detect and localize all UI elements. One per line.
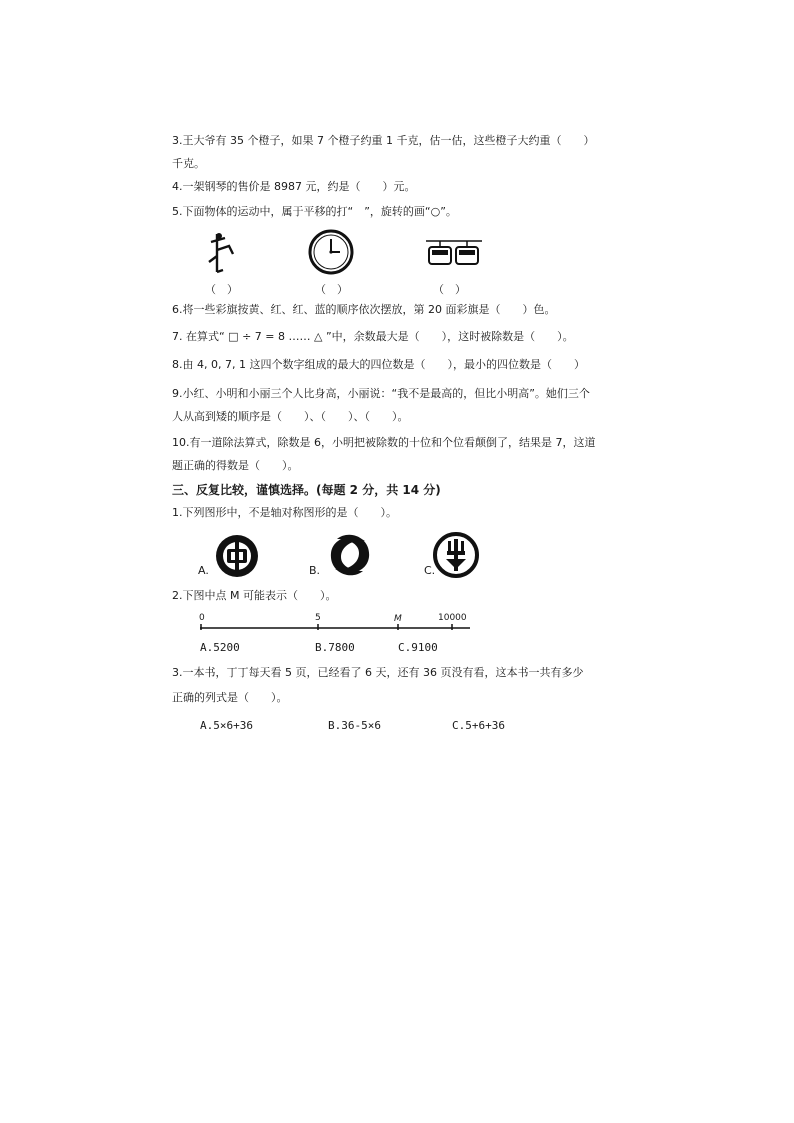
q4-text: 4.一架钢琴的售价是 8987 元，约是（ ）元。 xyxy=(172,180,416,193)
q5-paren-3[interactable]: （ ） xyxy=(433,283,466,296)
q7-text: 7. 在算式“ □ ÷ 7 = 8 …… △ ”中，余数最大是（ ），这时被除数是（ ）。 xyxy=(172,330,574,343)
choice-q1-option-c[interactable]: C. xyxy=(424,564,436,577)
axis-label-5: 5 xyxy=(315,613,321,623)
axis-label-0: 0 xyxy=(199,613,205,623)
number-line xyxy=(198,623,478,633)
choice-q1-text: 1.下列图形中，不是轴对称图形的是（ ）。 xyxy=(172,506,397,519)
q3-line2: 千克。 xyxy=(172,157,205,170)
section-heading: 三、反复比较，谨慎选择。(每题 2 分，共 14 分) xyxy=(172,483,441,497)
choice-q2-text: 2.下图中点 M 可能表示（ ）。 xyxy=(172,589,337,602)
choice-q3-line1: 3.一本书，丁丁每天看 5 页，已经看了 6 天，还有 36 页没有看，这本书一共有多少 xyxy=(172,666,584,679)
acrobat-icon xyxy=(203,232,239,274)
choice-q3-option-a[interactable]: A.5×6+36 xyxy=(200,719,253,732)
choice-q1-option-b[interactable]: B. xyxy=(309,564,321,577)
q9-line2: 人从高到矮的顺序是（ ）、（ ）、（ ）。 xyxy=(172,410,409,423)
q6-text: 6.将一些彩旗按黄、红、红、蓝的顺序依次摆放，第 20 面彩旗是（ ）色。 xyxy=(172,303,556,316)
agricultural-bank-logo-icon xyxy=(432,531,480,579)
choice-q3-option-b[interactable]: B.36-5×6 xyxy=(328,719,381,732)
q10-line1: 10.有一道除法算式，除数是 6，小明把被除数的十位和个位看颠倒了，结果是 7，这道 xyxy=(172,436,596,449)
q10-line2: 题正确的得数是（ ）。 xyxy=(172,459,299,472)
choice-q2-option-c[interactable]: C.9100 xyxy=(398,641,438,654)
choice-q3-option-c[interactable]: C.5+6+36 xyxy=(452,719,505,732)
q5-text: 5.下面物体的运动中，属于平移的打“ ”，旋转的画“○”。 xyxy=(172,205,457,218)
clock-icon xyxy=(308,229,354,275)
q5-paren-1[interactable]: （ ） xyxy=(205,283,238,296)
axis-label-10000: 10000 xyxy=(438,613,467,623)
choice-q2-option-b[interactable]: B.7800 xyxy=(315,641,355,654)
q5-paren-2[interactable]: （ ） xyxy=(315,283,348,296)
choice-q3-line2: 正确的列式是（ ）。 xyxy=(172,691,288,704)
axis-label-m: M xyxy=(394,614,402,624)
cable-car-icon xyxy=(426,238,482,268)
q8-text: 8.由 4, 0, 7, 1 这四个数字组成的最大的四位数是（ ），最小的四位数是（ ） xyxy=(172,358,585,371)
choice-q1-option-a[interactable]: A. xyxy=(198,564,209,577)
q9-line1: 9.小红、小明和小丽三个人比身高，小丽说：“我不是最高的，但比小明高”。她们三个 xyxy=(172,387,590,400)
choice-q2-option-a[interactable]: A.5200 xyxy=(200,641,240,654)
q3-line1: 3.王大爷有 35 个橙子，如果 7 个橙子约重 1 千克，估一估，这些橙子大约重（ ） xyxy=(172,134,595,147)
swirl-logo-icon xyxy=(327,531,373,579)
bank-of-china-logo-icon xyxy=(214,533,260,579)
